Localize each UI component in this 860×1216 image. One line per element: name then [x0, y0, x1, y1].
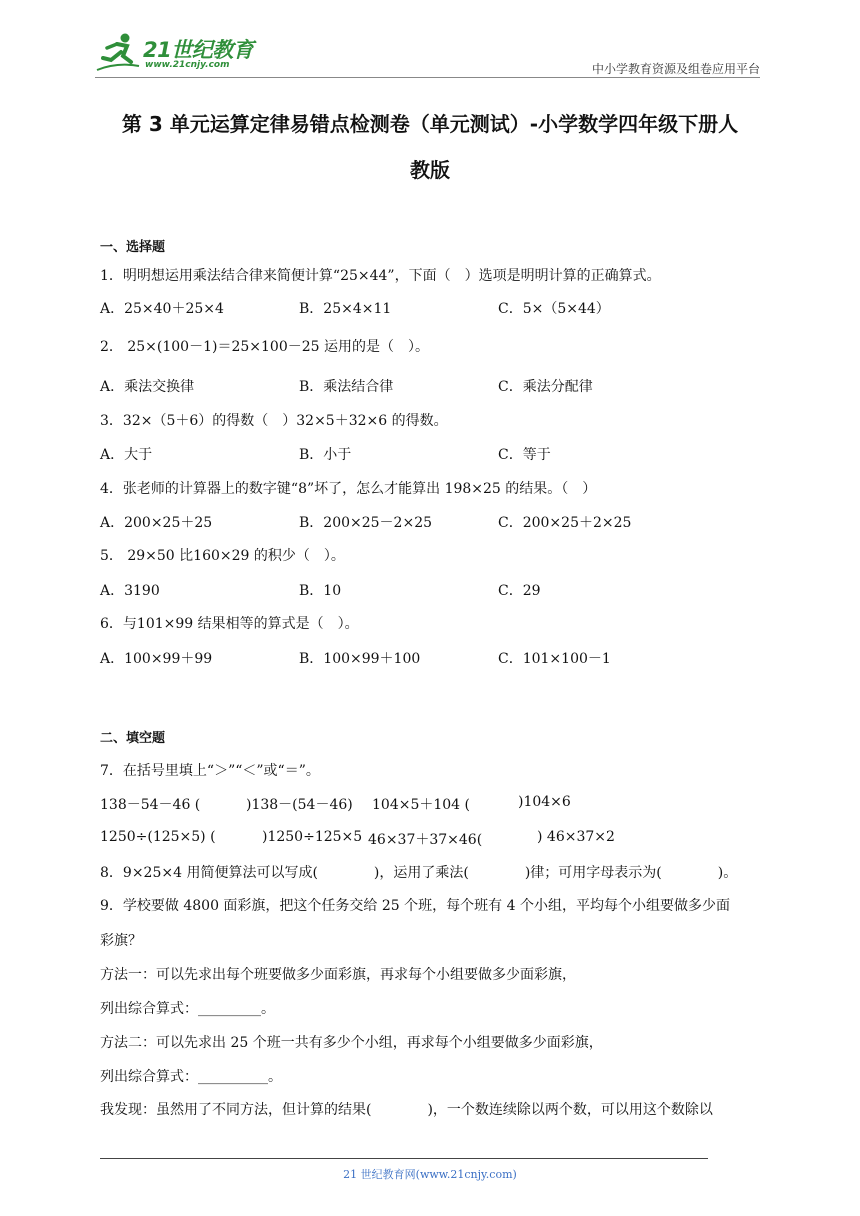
question-7-item-3-right: )1250÷125×5: [262, 829, 363, 845]
question-4-option-b: B．200×25－2×25: [299, 515, 433, 531]
question-7-item-4-right: ) 46×37×2: [537, 829, 615, 845]
question-7-item-3-left: 1250÷(125×5) (: [100, 829, 216, 845]
question-7-item-1-left: 138－54－46 (: [100, 797, 201, 813]
question-6-option-a: A．100×99＋99: [100, 651, 213, 667]
logo-text: 21世纪教育: [143, 38, 254, 62]
question-9-method-2-answer: 列出综合算式：__________。: [100, 1069, 282, 1085]
question-3-option-c: C．等于: [498, 447, 551, 463]
question-7-item-2-left: 104×5＋104 (: [372, 797, 470, 813]
question-5-option-a: A．3190: [100, 583, 160, 599]
question-4-option-a: A．200×25＋25: [100, 515, 213, 531]
question-5-option-b: B．10: [299, 583, 342, 599]
page-header: [95, 30, 760, 76]
question-9-line-1: 9．学校要做 4800 面彩旗，把这个任务交给 25 个班，每个班有 4 个小组，平均每个小组要做多少面: [100, 898, 730, 914]
question-3-option-b: B．小于: [299, 447, 352, 463]
question-2-option-b: B．乘法结合律: [299, 379, 394, 395]
question-5-stem: 5． 29×50 比160×29 的积少（ ）。: [100, 548, 345, 564]
question-6-option-b: B．100×99＋100: [299, 651, 421, 667]
question-7-item-4-left: 46×37＋37×46(: [368, 832, 483, 848]
page-title-line-1: 第 3 单元运算定律易错点检测卷（单元测试）-小学数学四年级下册人: [121, 112, 739, 136]
question-1-option-c: C．5×（5×44）: [498, 301, 610, 317]
header-divider: [95, 77, 760, 78]
question-9-line-2: 彩旗？: [100, 933, 142, 949]
question-1-stem: 1．明明想运用乘法结合律来简便计算“25×44”，下面（ ）选项是明明计算的正确算式。: [100, 268, 661, 284]
logo-url: www.21cnjy.com: [145, 60, 230, 70]
question-8-stem: 8．9×25×4 用简便算法可以写成( )，运用了乘法( )律；可用字母表示为( )。: [100, 865, 738, 881]
site-logo: [95, 30, 265, 76]
header-platform-label: 中小学教育资源及组卷应用平台: [591, 62, 760, 76]
question-1-option-a: A．25×40＋25×4: [100, 301, 224, 317]
question-7-item-2-right: )104×6: [518, 794, 571, 810]
question-3-option-a: A．大于: [100, 447, 153, 463]
runner-icon: [95, 32, 141, 72]
question-2-option-c: C．乘法分配律: [498, 379, 593, 395]
footer-link[interactable]: 21 世纪教育网(www.21cnjy.com): [343, 1168, 517, 1181]
question-2-option-a: A．乘法交换律: [100, 379, 195, 395]
page-title-line-2: 教版: [410, 158, 450, 182]
question-4-stem: 4．张老师的计算器上的数字键“8”坏了，怎么才能算出 198×25 的结果。（ ）: [100, 481, 597, 497]
question-9-method-1: 方法一：可以先求出每个班要做多少面彩旗，再求每个小组要做多少面彩旗，: [100, 967, 576, 983]
question-7-stem: 7．在括号里填上“＞”“＜”或“＝”。: [100, 763, 320, 779]
question-9-method-2: 方法二：可以先求出 25 个班一共有多少个小组，再求每个小组要做多少面彩旗，: [100, 1035, 603, 1051]
question-7-item-1-right: )138－(54－46): [246, 797, 353, 813]
question-9-finding: 我发现：虽然用了不同方法，但计算的结果( )，一个数连续除以两个数，可以用这个数除以: [100, 1102, 713, 1118]
question-9-method-1-answer: 列出综合算式：_________。: [100, 1001, 275, 1017]
question-1-option-b: B．25×4×11: [299, 301, 392, 317]
question-6-option-c: C．101×100－1: [498, 651, 611, 667]
footer-divider: [100, 1158, 708, 1159]
question-6-stem: 6．与101×99 结果相等的算式是（ ）。: [100, 616, 359, 632]
section-heading-fill: 二、填空题: [100, 731, 166, 746]
section-heading-choice: 一、选择题: [100, 240, 166, 255]
question-2-stem: 2． 25×(100－1)＝25×100－25 运用的是（ ）。: [100, 339, 429, 355]
question-3-stem: 3．32×（5＋6）的得数（ ）32×5＋32×6 的得数。: [100, 413, 448, 429]
question-4-option-c: C．200×25＋2×25: [498, 515, 632, 531]
question-5-option-c: C．29: [498, 583, 541, 599]
